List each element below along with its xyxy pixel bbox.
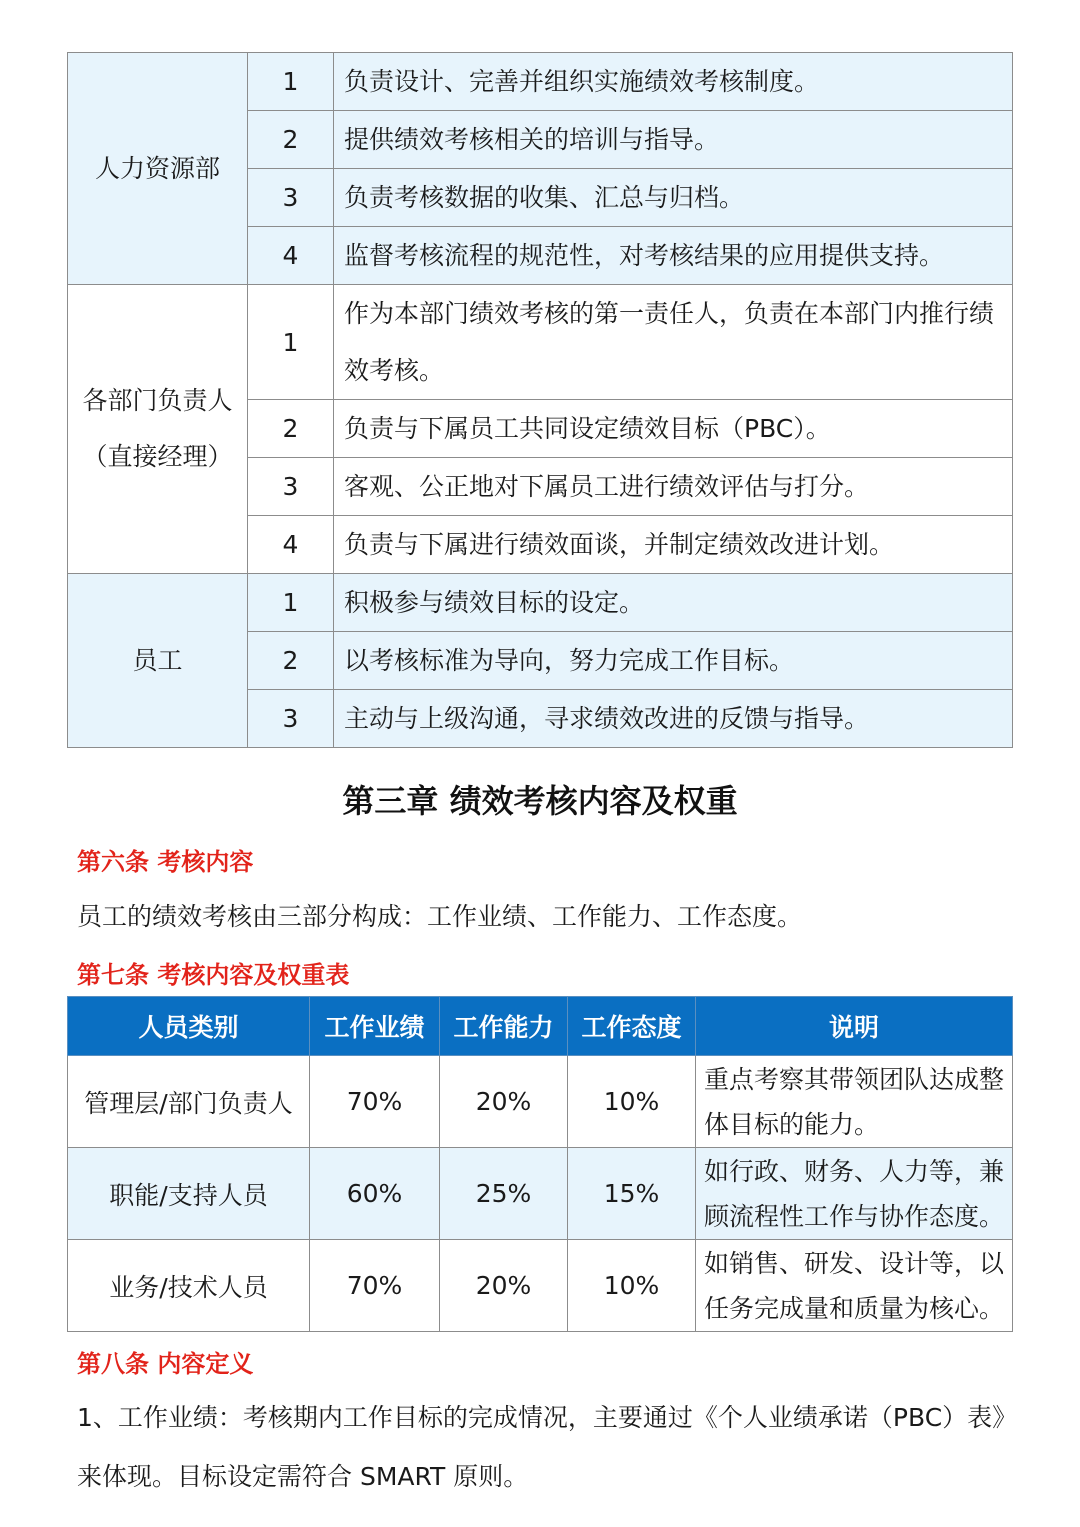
item-number: 2 <box>248 111 334 169</box>
item-number: 2 <box>248 632 334 690</box>
table-row <box>68 1148 1013 1240</box>
item-number: 3 <box>248 458 334 516</box>
item-text: 提供绩效考核相关的培训与指导。 <box>334 111 1013 169</box>
item-text: 负责设计、完善并组织实施绩效考核制度。 <box>334 53 1013 111</box>
item-text: 负责与下属进行绩效面谈，并制定绩效改进计划。 <box>334 516 1013 574</box>
item-number: 3 <box>248 169 334 227</box>
table-row <box>68 53 1013 111</box>
item-text: 客观、公正地对下属员工进行绩效评估与打分。 <box>334 458 1013 516</box>
article-heading: 第七条 考核内容及权重表 <box>77 961 350 989</box>
dept-name: 各部门负责人 <box>82 386 233 415</box>
table-row <box>68 574 1013 632</box>
column-header: 工作能力 <box>440 997 568 1056</box>
attitude-weight: 10% <box>568 1056 696 1148</box>
column-header: 工作态度 <box>568 997 696 1056</box>
item-text: 作为本部门绩效考核的第一责任人，负责在本部门内推行绩效考核。 <box>334 285 1013 400</box>
dept-cell: 人力资源部 <box>68 53 248 285</box>
ability-weight: 25% <box>440 1148 568 1240</box>
responsibility-table <box>67 52 1013 748</box>
dept-note: （直接经理） <box>82 442 233 471</box>
category-cell: 管理层/部门负责人 <box>68 1056 310 1148</box>
column-header: 工作业绩 <box>310 997 440 1056</box>
note-cell: 重点考察其带领团队达成整体目标的能力。 <box>696 1056 1013 1148</box>
article-heading: 第八条 内容定义 <box>77 1350 254 1378</box>
table-row <box>68 285 1013 400</box>
performance-weight: 60% <box>310 1148 440 1240</box>
note-cell: 如行政、财务、人力等，兼顾流程性工作与协作态度。 <box>696 1148 1013 1240</box>
ability-weight: 20% <box>440 1240 568 1332</box>
performance-weight: 70% <box>310 1240 440 1332</box>
table-row <box>68 1240 1013 1332</box>
table-row <box>68 1056 1013 1148</box>
item-number: 1 <box>248 574 334 632</box>
article-heading: 第六条 考核内容 <box>77 848 254 876</box>
category-cell: 业务/技术人员 <box>68 1240 310 1332</box>
table-header-row <box>68 997 1013 1056</box>
item-text: 负责考核数据的收集、汇总与归档。 <box>334 169 1013 227</box>
dept-cell <box>68 285 248 574</box>
item-text: 以考核标准为导向，努力完成工作目标。 <box>334 632 1013 690</box>
item-number: 3 <box>248 690 334 748</box>
item-number: 4 <box>248 516 334 574</box>
category-cell: 职能/支持人员 <box>68 1148 310 1240</box>
item-text: 负责与下属员工共同设定绩效目标（PBC）。 <box>334 400 1013 458</box>
item-number: 1 <box>248 53 334 111</box>
column-header: 说明 <box>696 997 1013 1056</box>
item-text: 主动与上级沟通，寻求绩效改进的反馈与指导。 <box>334 690 1013 748</box>
chapter-title: 第三章 绩效考核内容及权重 <box>342 782 738 820</box>
item-number: 2 <box>248 400 334 458</box>
item-text: 监督考核流程的规范性，对考核结果的应用提供支持。 <box>334 227 1013 285</box>
item-text: 积极参与绩效目标的设定。 <box>334 574 1013 632</box>
note-cell: 如销售、研发、设计等，以任务完成量和质量为核心。 <box>696 1240 1013 1332</box>
column-header: 人员类别 <box>68 997 310 1056</box>
performance-weight: 70% <box>310 1056 440 1148</box>
item-number: 4 <box>248 227 334 285</box>
article-text: 员工的绩效考核由三部分构成：工作业绩、工作能力、工作态度。 <box>77 902 803 931</box>
attitude-weight: 10% <box>568 1240 696 1332</box>
item-number: 1 <box>248 285 334 400</box>
ability-weight: 20% <box>440 1056 568 1148</box>
attitude-weight: 15% <box>568 1148 696 1240</box>
dept-cell: 员工 <box>68 574 248 748</box>
weight-table <box>67 996 1013 1332</box>
article-text: 1、工作业绩：考核期内工作目标的完成情况，主要通过《个人业绩承诺（PBC）表》来体现。目标设定需符合 SMART 原则。 <box>77 1403 1005 1491</box>
